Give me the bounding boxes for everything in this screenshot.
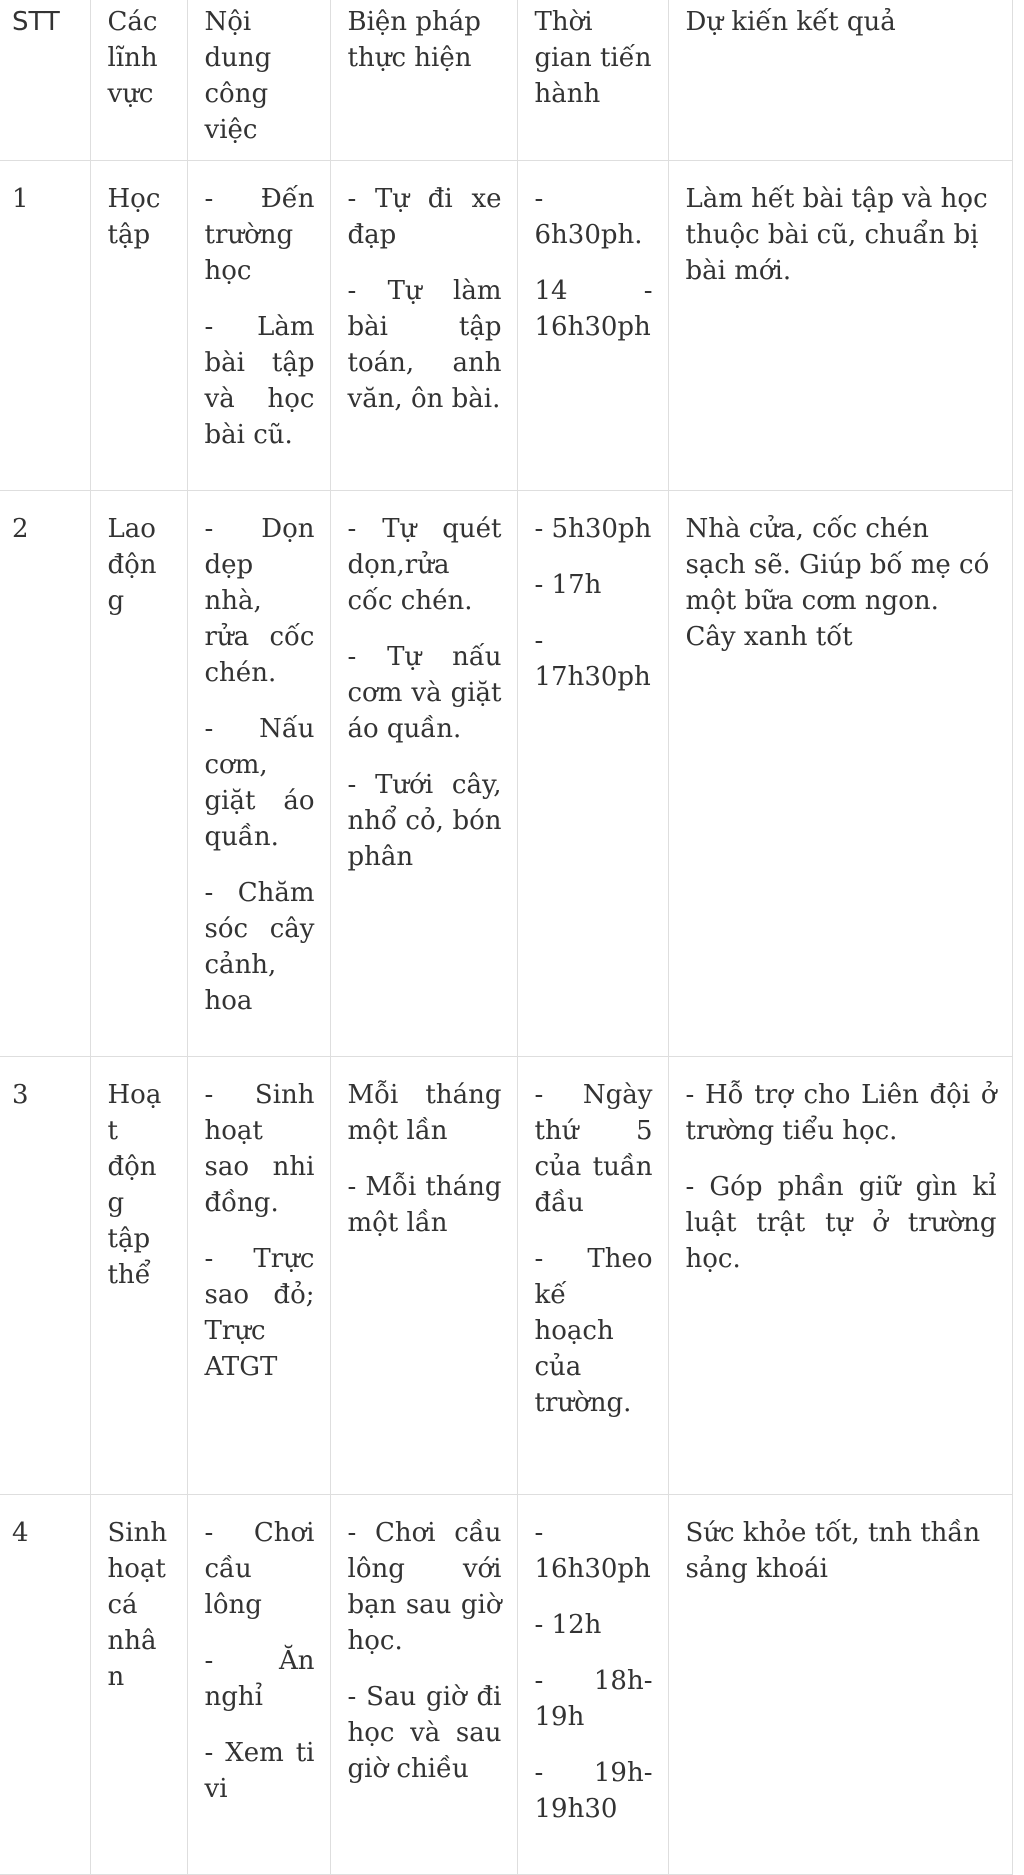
cell-text: - Chơi cầu lông với bạn sau giờ học. [347,1518,502,1656]
cell-text: Làm hết bài tập và học thuộc bài cũ, chuẩn bị bài mới. [685,184,988,286]
cell-text: - 16h30ph [534,1518,651,1584]
cell-text: Sức khỏe tốt, tnh thần sảng khoái [685,1518,981,1584]
cell-measure [330,491,517,1057]
header-result: Dự kiến kết quả [668,0,1012,161]
cell-measure [330,1495,517,1875]
cell-text: Sinh hoạt cá nhân [107,1518,168,1692]
table-row [0,1057,1012,1495]
cell-time [517,491,668,1057]
cell-text: - Trực sao đỏ; Trực ATGT [204,1244,315,1382]
cell-text: 14 - 16h30ph [534,276,653,342]
cell-text: Lao động [107,514,157,616]
cell-content [187,1057,330,1495]
cell-text: - Mỗi tháng một lần [347,1172,502,1238]
cell-text: - 5h30ph [534,514,652,544]
cell-text: - 17h30ph [534,626,651,692]
cell-text: - Nấu cơm, giặt áo quần. [204,714,315,852]
cell-text: - Sau giờ đi học và sau giờ chiều [347,1682,502,1784]
cell-result [668,1057,1012,1495]
cell-text: - Ăn nghỉ [204,1646,315,1712]
cell-measure [330,1057,517,1495]
cell-area [90,1495,187,1875]
cell-area [90,161,187,491]
cell-text: - 18h-19h [534,1666,653,1732]
cell-text: - Sinh hoạt sao nhi đồng. [204,1080,315,1218]
cell-text: Hoạt động tập thể [107,1080,162,1290]
cell-text: - Tự làm bài tập toán, anh văn, ôn bài. [347,276,502,414]
cell-content [187,491,330,1057]
header-stt: STT [0,0,90,161]
cell-result [668,161,1012,491]
cell-time [517,161,668,491]
cell-text: - Chơi cầu lông [204,1518,315,1620]
table-row [0,161,1012,491]
header-measure: Biện pháp thực hiện [330,0,517,161]
cell-area [90,1057,187,1495]
cell-text: Mỗi tháng một lần [347,1080,502,1146]
cell-text: - 12h [534,1610,602,1640]
cell-text: - Chăm sóc cây cảnh, hoa [204,878,315,1016]
cell-stt: 4 [0,1495,90,1875]
cell-text: - Dọn dẹp nhà, rửa cốc chén. [204,514,315,688]
header-time: Thời gian tiến hành [517,0,668,161]
cell-text: - Tự đi xe đạp [347,184,502,250]
cell-text: Nhà cửa, cốc chén sạch sẽ. Giúp bố mẹ có một bữa cơm ngon. Cây xanh tốt [685,514,990,652]
cell-text: Học tập [107,184,161,250]
cell-text: - Theo kế hoạch của trường. [534,1244,653,1418]
cell-text: - Xem ti vi [204,1738,315,1804]
table-row [0,491,1012,1057]
cell-content [187,1495,330,1875]
cell-content [187,161,330,491]
cell-text: - Góp phần giữ gìn kỉ luật trật tự ở trường học. [685,1172,997,1274]
cell-text: - Làm bài tập và học bài cũ. [204,312,315,450]
cell-stt: 2 [0,491,90,1057]
cell-result [668,491,1012,1057]
cell-result [668,1495,1012,1875]
cell-text: - Đến trường học [204,184,315,286]
header-content: Nội dung công việc [187,0,330,161]
cell-text: - 6h30ph. [534,184,643,250]
cell-text: - 17h [534,570,602,600]
table-header-row [0,0,1012,161]
cell-text: - Tưới cây, nhổ cỏ, bón phân [347,770,502,872]
cell-text: - Tự nấu cơm và giặt áo quần. [347,642,502,744]
cell-time [517,1057,668,1495]
table-row [0,1495,1012,1875]
cell-text: - Hỗ trợ cho Liên đội ở trường tiểu học. [685,1080,997,1146]
header-area: Các lĩnh vực [90,0,187,161]
cell-text: - Tự quét dọn,rửa cốc chén. [347,514,502,616]
cell-measure [330,161,517,491]
cell-area [90,491,187,1057]
cell-time [517,1495,668,1875]
cell-stt: 3 [0,1057,90,1495]
cell-stt: 1 [0,161,90,491]
cell-text: - 19h-19h30 [534,1758,653,1824]
cell-text: - Ngày thứ 5 của tuần đầu [534,1080,653,1218]
